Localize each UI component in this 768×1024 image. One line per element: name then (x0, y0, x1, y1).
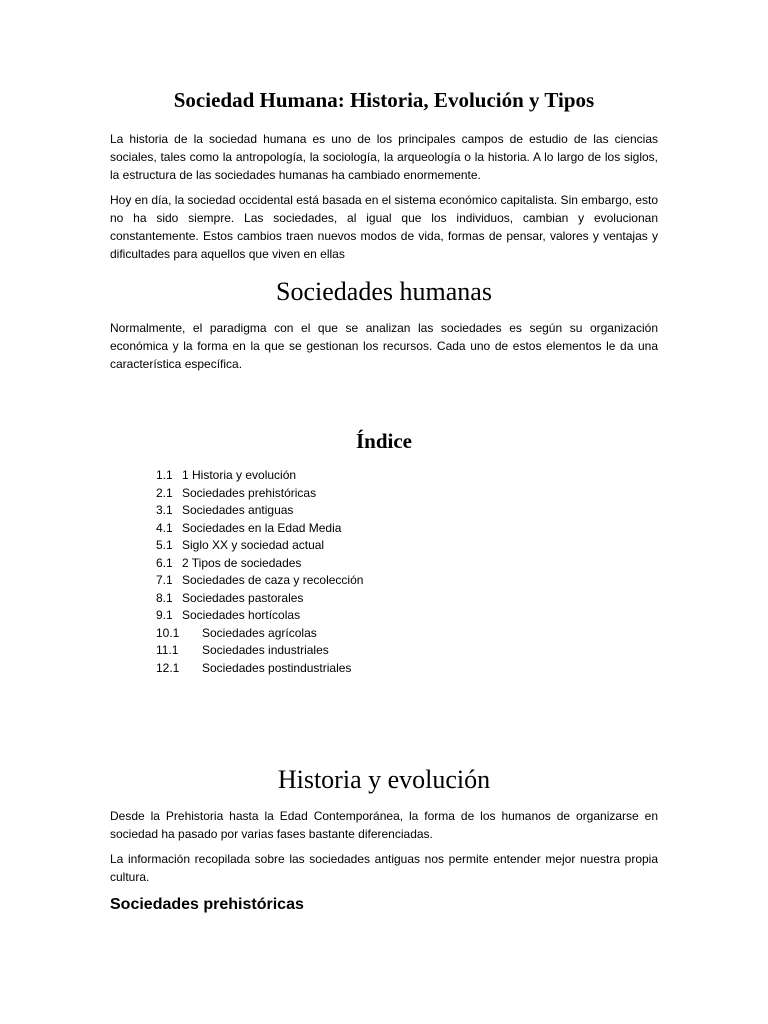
toc-item-label: Sociedades antiguas (182, 503, 294, 517)
toc-item-label: Sociedades hortícolas (182, 608, 301, 622)
toc-item-label: 1 Historia y evolución (182, 468, 297, 482)
toc-item-number: 6.1 (156, 555, 173, 570)
toc-item[interactable] (156, 625, 658, 643)
toc-item-number: 12.1 (156, 660, 180, 675)
toc-item-label: Sociedades pastorales (182, 590, 304, 605)
toc-item-number: 7.1 (156, 573, 173, 587)
section-paragraph-sociedades-humanas: Normalmente, el paradigma con el que se analizan las sociedades es según su organización económica y la forma en la que se gestionan los recursos. Cada uno de estos elementos le da una característica específica. (110, 321, 658, 371)
toc-item-label: Sociedades agrícolas (202, 625, 317, 640)
intro-paragraph-1: La historia de la sociedad humana es uno de los principales campos de estudio de las ciencias sociales, tales como la antropología, la sociología, la arqueología o la historia. A lo largo de los siglos, la estructura de las sociedades humanas ha cambiado enormemente. (110, 132, 658, 182)
toc-item[interactable] (156, 537, 658, 555)
intro-paragraph-2: Hoy en día, la sociedad occidental está basada en el sistema económico capitalista. Sin embargo, esto no ha sido siempre. Las sociedades, al igual que los individuos, cambian y evolucionan constantemente. Estos cambios traen nuevos modos de vida, formas de pensar, valores y ventajas y dificultades para aquellos que viven en ellas (110, 193, 658, 261)
historia-paragraph-1: Desde la Prehistoria hasta la Edad Contemporánea, la forma de los humanos de organizarse en sociedad ha pasado por varias fases bastante diferenciadas. (110, 809, 658, 841)
toc-item-number: 2.1 (156, 485, 173, 500)
toc-item-label: Sociedades industriales (202, 643, 329, 657)
document-page (110, 86, 658, 916)
toc-item-number: 1.1 (156, 468, 173, 482)
toc-item[interactable] (156, 572, 658, 590)
toc-item-number: 10.1 (156, 625, 180, 640)
subheading-sociedades-prehistoricas: Sociedades prehistóricas (110, 896, 304, 913)
page-title: Sociedad Humana: Historia, Evolución y Tipos (173, 88, 595, 112)
toc-item-number: 8.1 (156, 590, 173, 605)
toc-item[interactable] (156, 485, 658, 503)
section-heading-historia-y-evolucion: Historia y evolución (277, 765, 491, 794)
toc-item-label: Sociedades prehistóricas (182, 485, 317, 500)
toc-item-number: 9.1 (156, 608, 173, 622)
table-of-contents (110, 467, 658, 677)
toc-item[interactable] (156, 467, 658, 485)
toc-item[interactable] (156, 660, 658, 678)
toc-item-label: Siglo XX y sociedad actual (182, 538, 325, 552)
toc-item-number: 3.1 (156, 503, 173, 517)
toc-item-label: 2 Tipos de sociedades (182, 555, 302, 570)
toc-item[interactable] (156, 502, 658, 520)
toc-item-label: Sociedades postindustriales (202, 660, 352, 675)
toc-item-label: Sociedades de caza y recolección (182, 573, 364, 587)
toc-item-number: 4.1 (156, 520, 173, 535)
toc-item-number: 11.1 (156, 643, 179, 657)
toc-item-label: Sociedades en la Edad Media (182, 520, 342, 535)
toc-item-number: 5.1 (156, 538, 173, 552)
toc-item[interactable] (156, 590, 658, 608)
toc-item[interactable] (156, 555, 658, 573)
toc-heading: Índice (355, 429, 412, 453)
historia-paragraph-2: La información recopilada sobre las sociedades antiguas nos permite entender mejor nuestra propia cultura. (110, 852, 658, 884)
section-heading-sociedades-humanas: Sociedades humanas (276, 277, 492, 306)
toc-item[interactable] (156, 607, 658, 625)
toc-item[interactable] (156, 520, 658, 538)
toc-item[interactable] (156, 642, 658, 660)
